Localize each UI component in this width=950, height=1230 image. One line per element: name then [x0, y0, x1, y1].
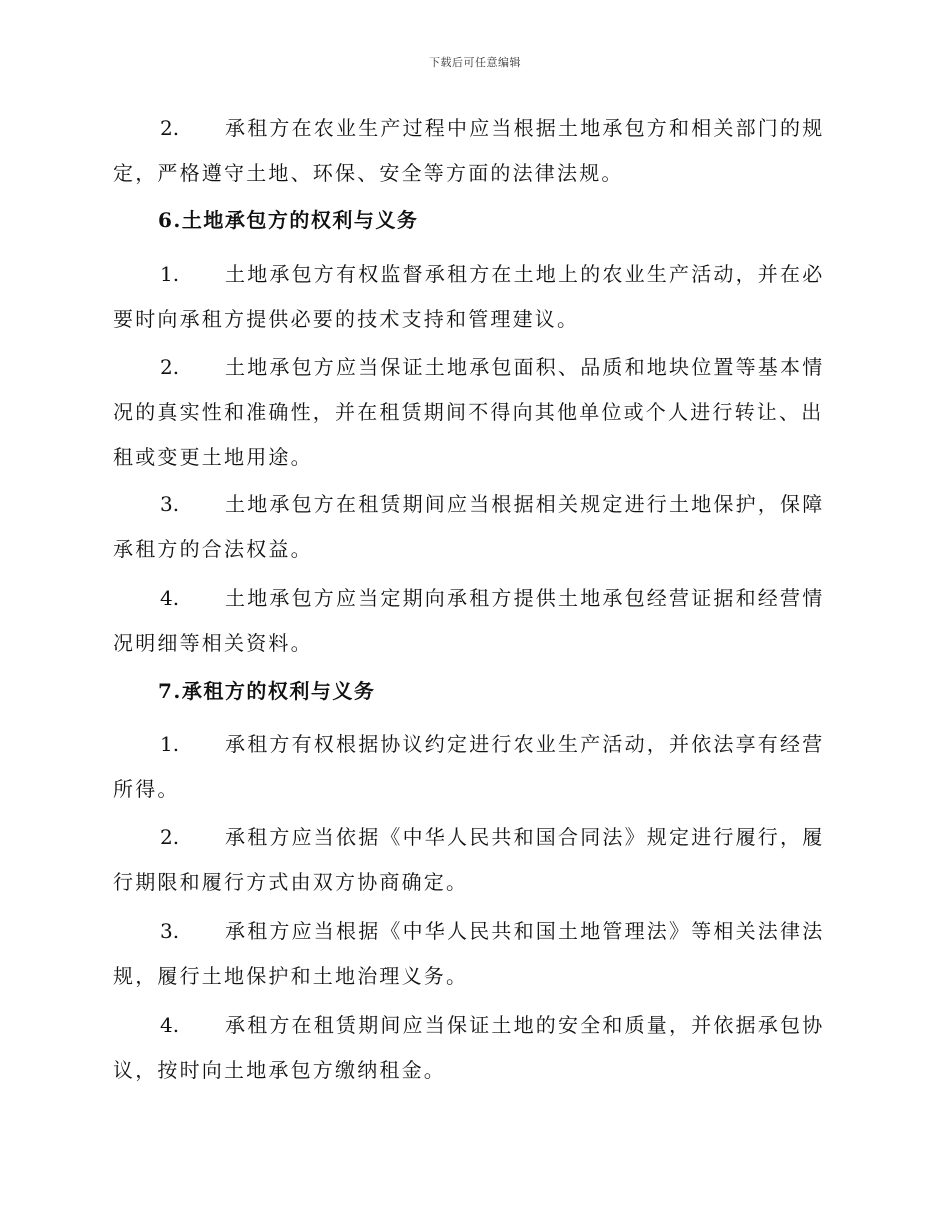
- list-item: [113, 1003, 838, 1093]
- list-item: [113, 252, 838, 342]
- item-text: 承租方应当根据《中华人民共和国土地管理法》等相关法律法规，履行土地保护和土地治理义务。: [113, 919, 825, 988]
- list-item: [113, 482, 838, 572]
- list-item: [113, 345, 838, 480]
- list-item: [113, 909, 838, 999]
- item-text: 土地承包方应当保证土地承包面积、品质和地块位置等基本情况的真实性和准确性，并在租赁期间不得向其他单位或个人进行转让、出租或变更土地用途。: [113, 355, 825, 469]
- list-item: [113, 106, 838, 196]
- item-number: 2.: [160, 355, 180, 379]
- item-number: 2.: [160, 116, 180, 140]
- item-number: 3.: [160, 492, 180, 516]
- item-text: 承租方应当依据《中华人民共和国合同法》规定进行履行，履行期限和履行方式由双方协商确定。: [113, 825, 825, 894]
- item-text: 土地承包方在租赁期间应当根据相关规定进行土地保护，保障承租方的合法权益。: [113, 492, 825, 561]
- item-text: 土地承包方有权监督承租方在土地上的农业生产活动，并在必要时向承租方提供必要的技术支持和管理建议。: [113, 262, 825, 331]
- item-text: 承租方在农业生产过程中应当根据土地承包方和相关部门的规定，严格遵守土地、环保、安全等方面的法律法规。: [113, 116, 825, 185]
- item-number: 4.: [160, 1013, 180, 1037]
- item-text: 承租方有权根据协议约定进行农业生产活动，并依法享有经营所得。: [113, 732, 825, 801]
- list-item: [113, 722, 838, 812]
- page-header: 下载后可任意编辑: [429, 56, 521, 69]
- item-number: 1.: [160, 732, 180, 756]
- item-number: 2.: [160, 825, 180, 849]
- list-item: [113, 576, 838, 666]
- item-number: 3.: [160, 919, 180, 943]
- item-text: 土地承包方应当定期向承租方提供土地承包经营证据和经营情况明细等相关资料。: [113, 586, 825, 655]
- item-number: 1.: [160, 262, 180, 286]
- section-heading: 6.土地承包方的权利与义务: [158, 208, 419, 232]
- item-number: 4.: [160, 586, 180, 610]
- item-text: 承租方在租赁期间应当保证土地的安全和质量，并依据承包协议，按时向土地承包方缴纳租金。: [113, 1013, 825, 1082]
- section-heading: 7.承租方的权利与义务: [158, 679, 376, 703]
- list-item: [113, 815, 838, 905]
